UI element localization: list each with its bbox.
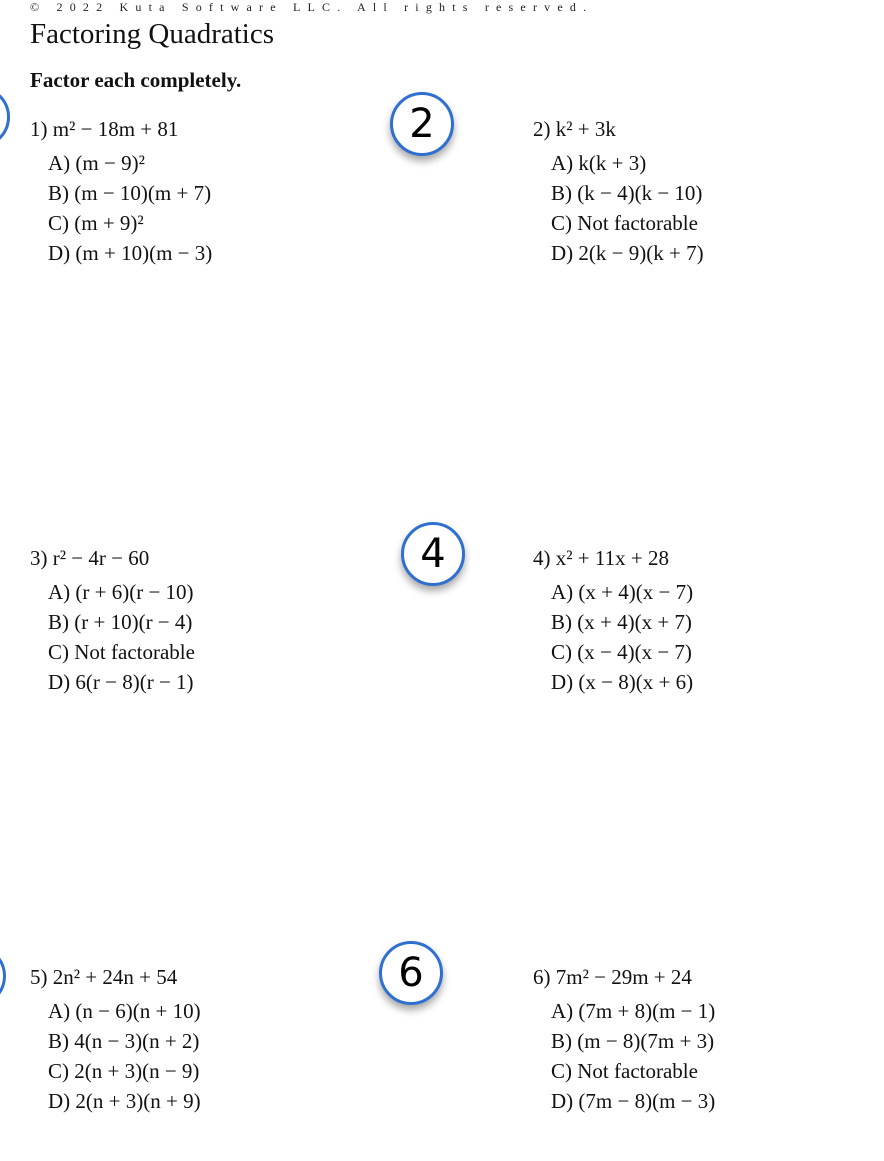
problem-prompt: 6) 7m² − 29m + 24: [533, 965, 692, 989]
choice-b[interactable]: B) 4(n − 3)(n + 2): [48, 1029, 200, 1053]
worksheet-title: Factoring Quadratics: [30, 18, 275, 50]
problem-prompt: 3) r² − 4r − 60: [30, 546, 150, 570]
problem-number-marker: 6: [379, 941, 443, 1005]
choice-b[interactable]: B) (k − 4)(k − 10): [551, 181, 703, 205]
choice-a[interactable]: A) (n − 6)(n + 10): [48, 999, 201, 1023]
problem-number-marker: 4: [401, 522, 465, 586]
problem-4: [533, 543, 873, 697]
copyright-notice: © 2022 Kuta Software LLC. All rights reserved.: [30, 0, 594, 14]
choice-a[interactable]: A) k(k + 3): [551, 151, 647, 175]
choice-d[interactable]: D) 6(r − 8)(r − 1): [48, 670, 194, 694]
problem-3: [30, 543, 370, 697]
choice-a[interactable]: A) (m − 9)²: [48, 151, 145, 175]
problem-number-marker: 2: [390, 92, 454, 156]
choice-b[interactable]: B) (m − 8)(7m + 3): [551, 1029, 715, 1053]
choice-c[interactable]: C) Not factorable: [551, 1059, 698, 1083]
choice-b[interactable]: B) (m − 10)(m + 7): [48, 181, 212, 205]
choice-c[interactable]: C) Not factorable: [551, 211, 698, 235]
problem-1: [30, 114, 370, 268]
problem-prompt: 5) 2n² + 24n + 54: [30, 965, 178, 989]
annotation-circle-partial: [0, 945, 6, 1007]
instructions: Factor each completely.: [30, 68, 242, 92]
choice-d[interactable]: D) (m + 10)(m − 3): [48, 241, 213, 265]
problem-prompt: 1) m² − 18m + 81: [30, 117, 179, 141]
problem-2: [533, 114, 873, 268]
choice-c[interactable]: C) (m + 9)²: [48, 211, 144, 235]
choice-d[interactable]: D) 2(k − 9)(k + 7): [551, 241, 704, 265]
problem-prompt: 4) x² + 11x + 28: [533, 546, 669, 570]
problem-prompt: 2) k² + 3k: [533, 117, 616, 141]
choice-c[interactable]: C) 2(n + 3)(n − 9): [48, 1059, 200, 1083]
choice-c[interactable]: C) (x − 4)(x − 7): [551, 640, 692, 664]
choice-d[interactable]: D) (7m − 8)(m − 3): [551, 1089, 716, 1113]
choice-a[interactable]: A) (x + 4)(x − 7): [551, 580, 694, 604]
choice-d[interactable]: D) (x − 8)(x + 6): [551, 670, 694, 694]
problem-5: [30, 962, 370, 1116]
choice-d[interactable]: D) 2(n + 3)(n + 9): [48, 1089, 201, 1113]
annotation-circle-partial: [0, 86, 10, 148]
problem-6: [533, 962, 873, 1116]
choice-c[interactable]: C) Not factorable: [48, 640, 195, 664]
choice-a[interactable]: A) (r + 6)(r − 10): [48, 580, 194, 604]
choice-a[interactable]: A) (7m + 8)(m − 1): [551, 999, 716, 1023]
choice-b[interactable]: B) (x + 4)(x + 7): [551, 610, 692, 634]
choice-b[interactable]: B) (r + 10)(r − 4): [48, 610, 193, 634]
